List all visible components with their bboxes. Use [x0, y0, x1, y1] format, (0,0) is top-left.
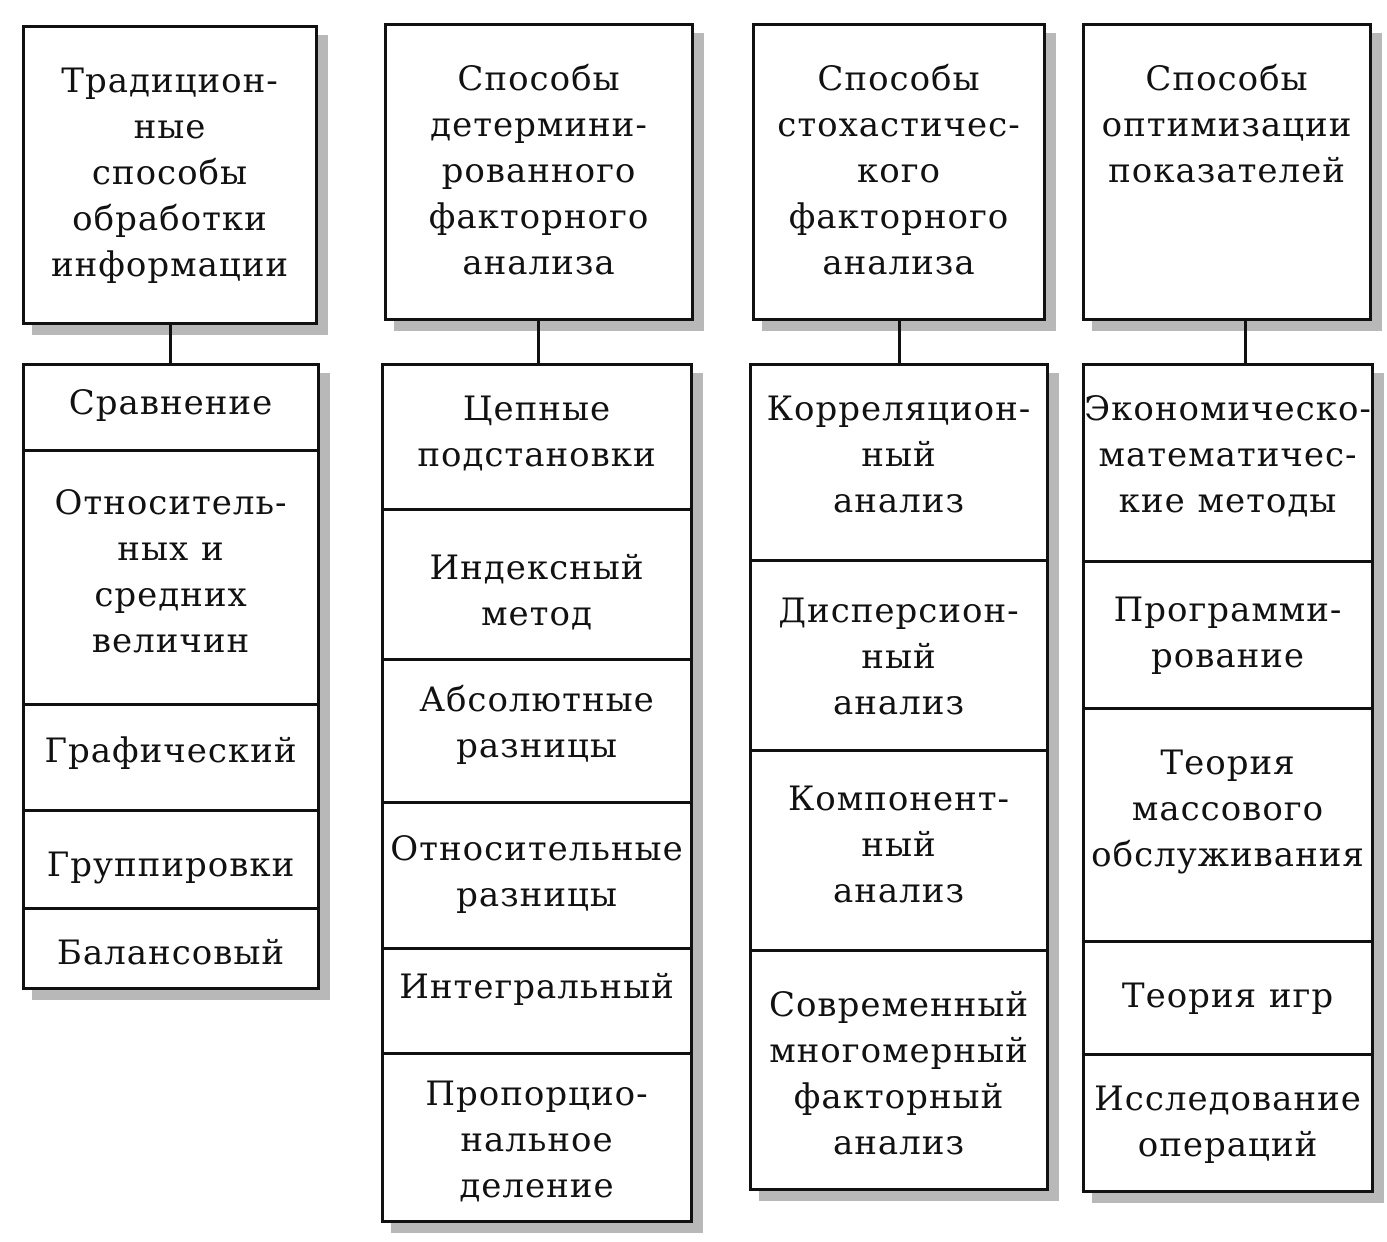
- method-cell: [25, 366, 317, 452]
- method-label: Балансовый: [56, 933, 286, 973]
- column-1-header: [22, 25, 318, 325]
- method-cell: [1085, 366, 1371, 563]
- column-3-header: [752, 23, 1046, 321]
- method-label: Группировки: [46, 845, 296, 885]
- column-2-title: Способы детермини- рованного факторного анализа: [428, 59, 650, 283]
- column-4-header: [1082, 23, 1372, 321]
- method-cell: [25, 706, 317, 812]
- method-label: Современный многомерный факторный анализ: [768, 985, 1030, 1163]
- method-label: Исследование операций: [1094, 1079, 1362, 1165]
- column-2-methods: [381, 363, 693, 1223]
- column-1-title: Традицион- ные способы обработки информации: [50, 61, 290, 285]
- method-cell: [1085, 1056, 1371, 1193]
- method-label: Интегральный: [399, 967, 675, 1007]
- method-label: Дисперсион- ный анализ: [778, 591, 1020, 723]
- method-label: Графический: [44, 731, 298, 771]
- column-3-methods: [749, 363, 1049, 1191]
- method-label: Индексный метод: [429, 548, 645, 634]
- method-cell: [384, 950, 690, 1055]
- method-cell: [1085, 943, 1371, 1056]
- method-label: Абсолютные разницы: [419, 680, 655, 766]
- method-cell: [384, 661, 690, 804]
- column-1-methods: [22, 363, 320, 990]
- method-cell: [384, 366, 690, 511]
- method-cell: [752, 366, 1046, 562]
- column-3-connector: [898, 321, 901, 363]
- method-label: Относитель- ных и средних величин: [54, 483, 288, 661]
- method-cell: [752, 952, 1046, 1191]
- method-cell: [384, 511, 690, 661]
- method-label: Компонент- ный анализ: [787, 779, 1011, 911]
- method-label: Программи- рование: [1113, 590, 1343, 676]
- method-label: Экономическо- математичес- кие методы: [1084, 389, 1372, 521]
- method-label: Теория игр: [1121, 976, 1335, 1016]
- method-label: Теория массового обслуживания: [1091, 743, 1365, 875]
- method-label: Цепные подстановки: [417, 389, 657, 475]
- column-4-title: Способы оптимизации показателей: [1101, 59, 1353, 191]
- method-cell: [752, 752, 1046, 952]
- method-cell: [384, 804, 690, 950]
- column-2-connector: [537, 321, 540, 363]
- column-4-methods: [1082, 363, 1374, 1193]
- column-4-connector: [1244, 321, 1247, 363]
- method-cell: [25, 812, 317, 910]
- method-label: Относительные разницы: [390, 829, 684, 915]
- method-label: Пропорцио- нальное деление: [425, 1074, 649, 1206]
- method-cell: [384, 1055, 690, 1223]
- column-1-connector: [169, 325, 172, 363]
- method-label: Корреляцион- ный анализ: [766, 389, 1032, 521]
- method-label: Сравнение: [68, 383, 274, 423]
- method-cell: [1085, 563, 1371, 710]
- method-cell: [752, 562, 1046, 752]
- method-cell: [25, 910, 317, 990]
- column-3-title: Способы стохастичес- кого факторного анализа: [777, 59, 1021, 283]
- column-2-header: [384, 23, 694, 321]
- method-cell: [1085, 710, 1371, 943]
- method-cell: [25, 452, 317, 706]
